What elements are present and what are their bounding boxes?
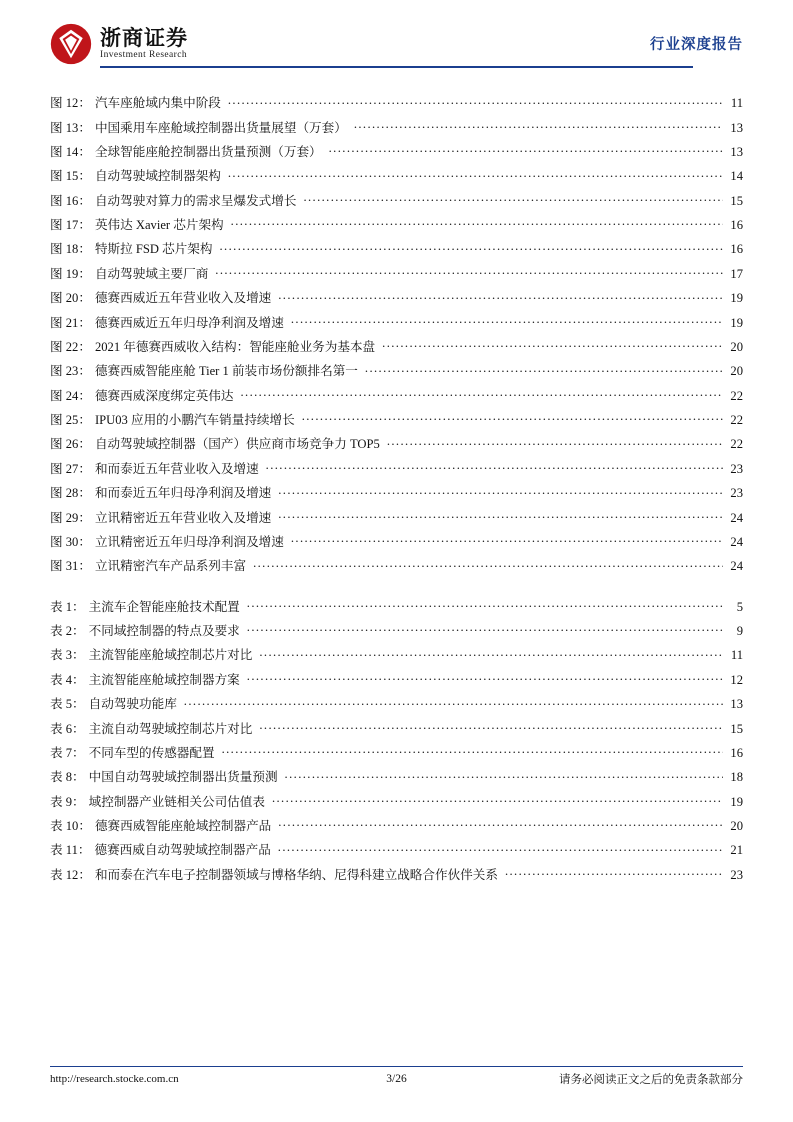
toc-entry[interactable] [50, 236, 743, 260]
toc-entry-label: 图 16： [50, 193, 91, 208]
toc-entry-label: 表 4： [50, 672, 85, 687]
toc-entry-title: 和而泰近五年营业收入及增速 [94, 461, 259, 476]
toc-leader-dots [291, 314, 723, 327]
toc-entry-title: 英伟达 Xavier 芯片架构 [94, 218, 224, 233]
toc-entry-title: 主流自动驾驶域控制芯片对比 [88, 721, 253, 736]
toc-entry-title: 中国自动驾驶域控制器出货量预测 [88, 770, 278, 785]
toc-entry-label: 图 27： [50, 461, 91, 476]
toc-entry[interactable] [50, 431, 743, 455]
toc-group-tables [50, 594, 743, 887]
toc-entry-title: 德赛西威自动驾驶域控制器产品 [94, 843, 271, 858]
toc-entry-label: 图 13： [50, 120, 91, 135]
toc-leader-dots [303, 192, 723, 205]
toc-entry-title: 特斯拉 FSD 芯片架构 [94, 242, 213, 257]
toc-entry-title: 自动驾驶功能库 [88, 697, 177, 712]
toc-leader-dots [365, 363, 723, 376]
toc-leader-dots [222, 744, 723, 757]
toc-entry-page: 23 [730, 867, 743, 882]
toc-entry[interactable] [50, 862, 743, 886]
toc-entry-title: 中国乘用车座舱域控制器出货量展望（万套） [94, 120, 347, 135]
toc-entry-page: 22 [730, 388, 743, 403]
toc-entry-page: 24 [730, 510, 743, 525]
toc-entry-page: 13 [730, 144, 743, 159]
footer-url[interactable]: http://research.stocke.com.cn [50, 1073, 179, 1085]
toc-entry-label: 图 12： [50, 96, 91, 111]
toc-entry[interactable] [50, 813, 743, 837]
toc-entry-label: 图 18： [50, 242, 91, 257]
toc-entry-page: 21 [730, 843, 743, 858]
toc-entry-page: 12 [730, 672, 743, 687]
toc-entry-label: 图 15： [50, 169, 91, 184]
toc-entry-title: 自动驾驶域主要厂商 [94, 266, 209, 281]
toc-entry[interactable] [50, 139, 743, 163]
toc-entry[interactable] [50, 114, 743, 138]
toc-leader-dots [329, 143, 723, 156]
toc-entry-title: 不同车型的传感器配置 [88, 745, 215, 760]
toc-leader-dots [220, 241, 724, 254]
toc-group-figures [50, 90, 743, 578]
toc-entry-title: IPU03 应用的小鹏汽车销量持续增长 [94, 413, 295, 428]
toc-leader-dots [259, 647, 723, 660]
toc-entry[interactable] [50, 667, 743, 691]
toc-entry-title: 主流智能座舱域控制器方案 [88, 672, 240, 687]
toc-leader-dots [278, 817, 723, 830]
toc-entry-title: 立讯精密近五年营业收入及增速 [94, 510, 272, 525]
toc-entry-label: 图 19： [50, 266, 91, 281]
toc-leader-dots [253, 558, 723, 571]
page-footer [50, 1066, 743, 1092]
toc-entry-page: 5 [736, 599, 743, 614]
toc-entry[interactable] [50, 358, 743, 382]
toc-entry[interactable] [50, 261, 743, 285]
toc-entry-page: 15 [730, 193, 743, 208]
toc-entry-title: 德赛西威智能座舱 Tier 1 前装市场份额排名第一 [94, 364, 358, 379]
toc-entry-page: 23 [730, 486, 743, 501]
toc-leader-dots [278, 509, 723, 522]
toc-leader-dots [387, 436, 723, 449]
toc-entry[interactable] [50, 764, 743, 788]
toc-entry[interactable] [50, 309, 743, 333]
toc-entry-label: 表 1： [50, 599, 85, 614]
toc-entry-page: 19 [730, 291, 743, 306]
toc-entry-page: 23 [730, 461, 743, 476]
toc-leader-dots [272, 793, 723, 806]
toc-entry-title: 自动驾驶域控制器（国产）供应商市场竞争力 TOP5 [94, 437, 380, 452]
toc-entry-page: 16 [730, 218, 743, 233]
toc-entry-label: 图 14： [50, 144, 91, 159]
toc-leader-dots [291, 533, 723, 546]
toc-entry-title: 主流车企智能座舱技术配置 [88, 599, 240, 614]
toc-entry[interactable] [50, 90, 743, 114]
toc-leader-dots [247, 622, 723, 635]
toc-entry-label: 图 28： [50, 486, 91, 501]
toc-entry-title: 自动驾驶域控制器架构 [94, 169, 221, 184]
toc-entry[interactable] [50, 188, 743, 212]
toc-entry-title: 立讯精密汽车产品系列丰富 [94, 559, 247, 574]
toc-entry[interactable] [50, 285, 743, 309]
toc-entry-label: 图 17： [50, 218, 91, 233]
toc-entry-title: 2021 年德赛西威收入结构：智能座舱业务为基本盘 [94, 339, 376, 354]
toc-entry-label: 表 12： [50, 867, 91, 882]
toc-entry-label: 图 21： [50, 315, 91, 330]
toc-entry[interactable] [50, 837, 743, 861]
toc-entry-label: 图 26： [50, 437, 91, 452]
toc-entry[interactable] [50, 504, 743, 528]
toc-entry-label: 表 9： [50, 794, 85, 809]
toc-entry-title: 汽车座舱域内集中阶段 [94, 96, 221, 111]
toc-leader-dots [184, 696, 723, 709]
toc-entry-label: 图 25： [50, 413, 91, 428]
toc-entry-title: 域控制器产业链相关公司估值表 [88, 794, 265, 809]
toc-leader-dots [228, 168, 723, 181]
brand-name-en: Investment Research [100, 50, 188, 61]
toc-entry-label: 表 5： [50, 697, 85, 712]
toc-leader-dots [285, 769, 723, 782]
toc-entry[interactable] [50, 618, 743, 642]
toc-leader-dots [266, 460, 723, 473]
toc-leader-dots [228, 95, 723, 108]
toc-entry-page: 13 [730, 697, 743, 712]
toc-entry-page: 14 [730, 169, 743, 184]
toc-entry-page: 20 [730, 339, 743, 354]
footer-page-number: 3/26 [386, 1073, 407, 1085]
toc-entry-title: 主流智能座舱域控制芯片对比 [88, 648, 253, 663]
toc-entry[interactable] [50, 334, 743, 358]
footer-divider [50, 1066, 743, 1067]
toc-entry-label: 图 24： [50, 388, 91, 403]
toc-entry-page: 22 [730, 437, 743, 452]
toc-entry[interactable] [50, 407, 743, 431]
toc-entry[interactable] [50, 789, 743, 813]
toc-entry-label: 表 11： [50, 843, 91, 858]
toc-entry-title: 德赛西威深度绑定英伟达 [94, 388, 234, 403]
toc-entry-page: 11 [730, 648, 743, 663]
toc-entry-page: 19 [730, 794, 743, 809]
toc-entry-title: 立讯精密近五年归母净利润及增速 [94, 534, 284, 549]
toc-entry[interactable] [50, 691, 743, 715]
toc-leader-dots [354, 119, 723, 132]
toc-entry[interactable] [50, 383, 743, 407]
toc-leader-dots [278, 485, 723, 498]
toc-entry-page: 19 [730, 315, 743, 330]
toc-leader-dots [240, 387, 723, 400]
toc-entry-page: 20 [730, 819, 743, 834]
toc-entry[interactable] [50, 594, 743, 618]
toc-entry-label: 表 3： [50, 648, 85, 663]
toc-entry-title: 和而泰在汽车电子控制器领域与博格华纳、尼得科建立战略合作伙伴关系 [94, 867, 498, 882]
brand [50, 23, 188, 65]
report-type-label: 行业深度报告 [650, 36, 743, 53]
toc-entry-title: 全球智能座舱控制器出货量预测（万套） [94, 144, 322, 159]
toc-entry-page: 20 [730, 364, 743, 379]
toc-entry-title: 和而泰近五年归母净利润及增速 [94, 486, 272, 501]
toc-entry-label: 图 29： [50, 510, 91, 525]
toc-leader-dots [505, 866, 723, 879]
toc-leader-dots [302, 411, 723, 424]
toc-entry-label: 表 8： [50, 770, 85, 785]
toc-entry-title: 德赛西威智能座舱域控制器产品 [94, 819, 272, 834]
toc-entry[interactable] [50, 529, 743, 553]
toc-entry-label: 表 10： [50, 819, 91, 834]
header-divider [100, 66, 693, 68]
toc-leader-dots [382, 338, 723, 351]
toc-entry[interactable] [50, 553, 743, 577]
toc-entry-label: 表 2： [50, 624, 85, 639]
toc-leader-dots [247, 671, 723, 684]
toc-entry-label: 表 7： [50, 745, 85, 760]
table-of-contents [50, 90, 743, 886]
toc-entry-page: 15 [730, 721, 743, 736]
toc-entry[interactable] [50, 163, 743, 187]
toc-entry-label: 图 30： [50, 534, 91, 549]
toc-leader-dots [278, 290, 723, 303]
toc-entry-label: 图 31： [50, 559, 91, 574]
toc-entry-label: 图 23： [50, 364, 91, 379]
toc-leader-dots [278, 842, 723, 855]
toc-leader-dots [247, 598, 723, 611]
toc-entry[interactable] [50, 480, 743, 504]
diamond-shield-logo-icon [50, 23, 92, 65]
toc-entry-label: 图 20： [50, 291, 91, 306]
toc-entry[interactable] [50, 715, 743, 739]
toc-entry-title: 自动驾驶对算力的需求呈爆发式增长 [94, 193, 297, 208]
toc-entry-page: 11 [730, 96, 743, 111]
footer-disclaimer: 请务必阅读正文之后的免责条款部分 [559, 1074, 743, 1086]
toc-entry[interactable] [50, 212, 743, 236]
toc-entry-title: 不同域控制器的特点及要求 [88, 624, 240, 639]
toc-entry-label: 表 6： [50, 721, 85, 736]
brand-name-cn: 浙商证券 [100, 25, 188, 50]
toc-entry-title: 德赛西威近五年归母净利润及增速 [94, 315, 284, 330]
page-header [50, 0, 743, 72]
toc-leader-dots [231, 216, 723, 229]
toc-leader-dots [259, 720, 723, 733]
toc-entry-title: 德赛西威近五年营业收入及增速 [94, 291, 272, 306]
toc-entry-page: 24 [730, 559, 743, 574]
toc-entry[interactable] [50, 642, 743, 666]
toc-entry-page: 16 [730, 242, 743, 257]
toc-entry-page: 17 [730, 266, 743, 281]
toc-entry[interactable] [50, 740, 743, 764]
toc-entry-page: 13 [730, 120, 743, 135]
toc-entry[interactable] [50, 456, 743, 480]
toc-leader-dots [215, 265, 723, 278]
toc-entry-label: 图 22： [50, 339, 91, 354]
toc-entry-page: 18 [730, 770, 743, 785]
toc-entry-page: 9 [736, 624, 743, 639]
toc-entry-page: 22 [730, 413, 743, 428]
toc-entry-page: 16 [730, 745, 743, 760]
toc-entry-page: 24 [730, 534, 743, 549]
